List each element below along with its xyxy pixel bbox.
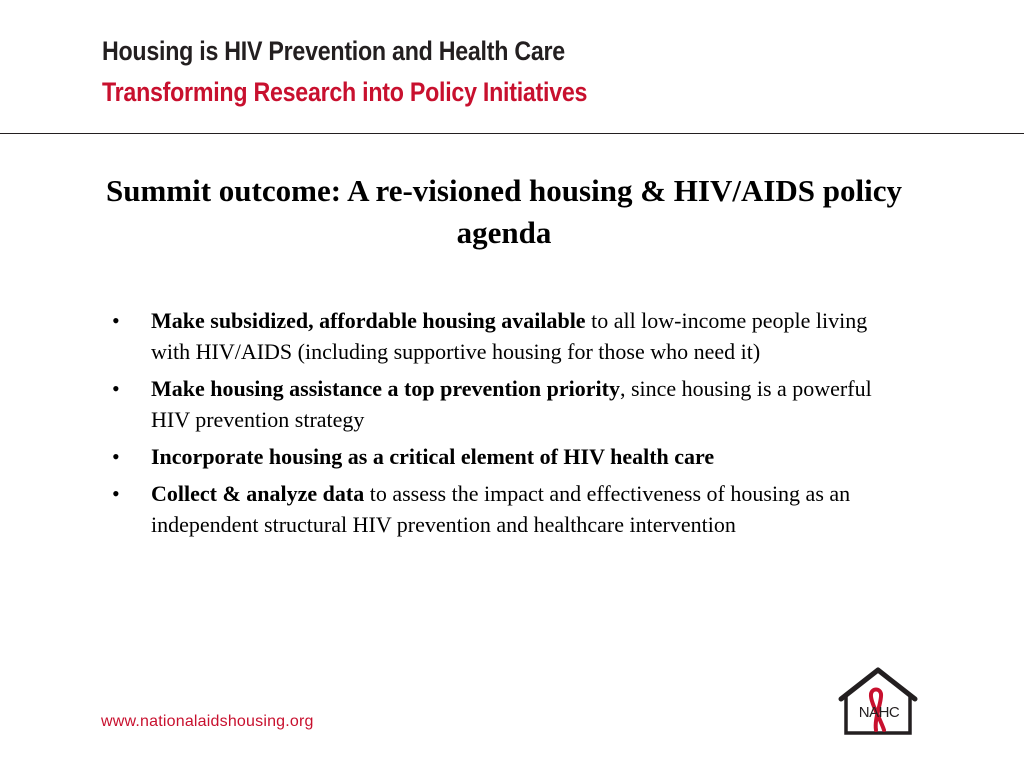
bullet-text: , since housing is a powerful HIV prevention strategy — [151, 376, 872, 432]
logo-text: NAHC — [858, 704, 900, 721]
nahc-logo — [836, 666, 920, 738]
bullet-bold-text: Make subsidized, affordable housing available — [151, 308, 586, 333]
bullet-text: to all low-income people living with HIV/AIDS (including supportive housing for those who need it) — [151, 308, 868, 364]
bullet-item — [110, 305, 890, 367]
bullet-item — [110, 478, 890, 540]
slide-header — [102, 34, 666, 109]
bullet-list — [110, 305, 890, 546]
slide-title: Summit outcome: A re-visioned housing & HIV/AIDS policy agenda — [105, 173, 903, 250]
header-subtitle: Transforming Research into Policy Initiatives — [102, 77, 588, 107]
bullet-bold-text: Collect & analyze data — [151, 481, 365, 506]
bullet-item — [110, 373, 890, 435]
bullet-item — [110, 441, 890, 472]
bullet-marker: • — [112, 308, 120, 333]
bullet-marker: • — [112, 376, 120, 401]
bullet-bold-text: Incorporate housing as a critical element of HIV health care — [151, 444, 715, 469]
bullet-text: to assess the impact and effectiveness of housing as an independent structural HIV prevention and healthcare intervention — [151, 481, 851, 537]
footer-url: www.nationalaidshousing.org — [101, 713, 314, 730]
house-ribbon-icon — [836, 666, 920, 738]
header-title: Housing is HIV Prevention and Health Care — [102, 36, 565, 66]
header-divider — [0, 133, 1024, 134]
bullet-marker: • — [112, 444, 120, 469]
bullet-marker: • — [112, 481, 120, 506]
bullet-bold-text: Make housing assistance a top prevention priority — [151, 376, 620, 401]
